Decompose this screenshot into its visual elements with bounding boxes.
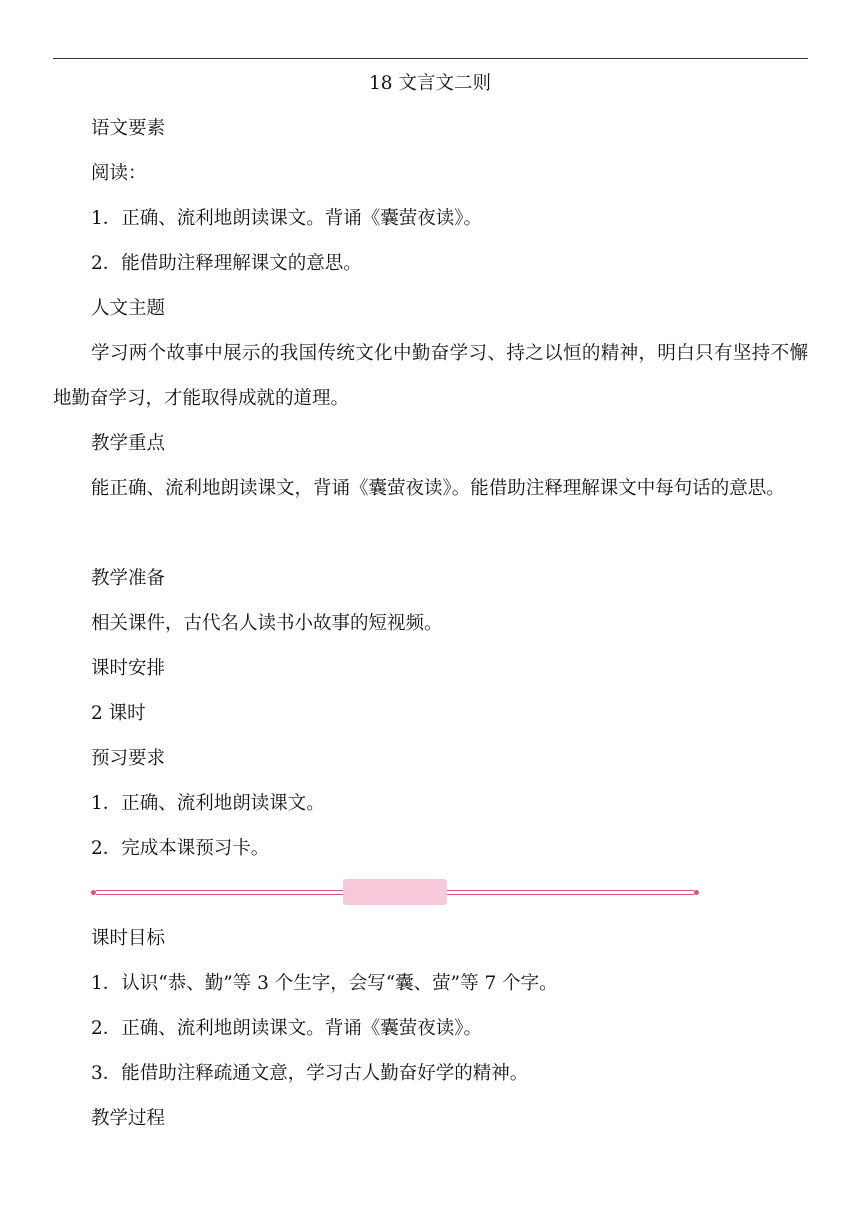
- goal-item-2: 2．正确、流利地朗读课文。背诵《囊萤夜读》。: [91, 1018, 483, 1039]
- heading-lesson-goals: 课时目标: [91, 928, 166, 949]
- heading-humanistic-theme: 人文主题: [91, 298, 166, 319]
- schedule-text: 2 课时: [91, 703, 146, 724]
- preview-item-2: 2．完成本课预习卡。: [91, 838, 270, 859]
- theme-paragraph: 学习两个故事中展示的我国传统文化中勤奋学习、持之以恒的精神，明白只有坚持不懈地勤奋学习，才能取得成就的道理。: [53, 343, 808, 409]
- divider-rule-right-top: [447, 890, 694, 891]
- heading-teaching-preparation: 教学准备: [91, 568, 166, 589]
- divider-rule-left-bottom: [96, 894, 343, 895]
- heading-schedule: 课时安排: [91, 658, 166, 679]
- first-lesson-badge: [343, 879, 447, 905]
- heading-teaching-focus: 教学重点: [91, 433, 166, 454]
- header-rule: [53, 58, 808, 59]
- preparation-text: 相关课件，古代名人读书小故事的短视频。: [91, 613, 443, 634]
- divider-rule-left-top: [96, 890, 343, 891]
- section-divider: [91, 878, 699, 906]
- reading-item-1: 1．正确、流利地朗读课文。背诵《囊萤夜读》。: [91, 208, 483, 229]
- goal-item-1: 1．认识“恭、勤”等 3 个生字，会写“囊、萤”等 7 个字。: [91, 973, 558, 994]
- heading-teaching-process: 教学过程: [91, 1108, 166, 1129]
- divider-rule-right-bottom: [447, 894, 694, 895]
- reading-label: 阅读：: [91, 163, 147, 184]
- lesson-title: 18 文言文二则: [369, 73, 491, 94]
- heading-language-elements: 语文要素: [91, 118, 166, 139]
- heading-preview-requirements: 预习要求: [91, 748, 166, 769]
- divider-dot-right: [694, 890, 699, 895]
- goal-item-3: 3．能借助注释疏通文意，学习古人勤奋好学的精神。: [91, 1063, 529, 1084]
- reading-item-2: 2．能借助注释理解课文的意思。: [91, 253, 362, 274]
- focus-paragraph: 能正确、流利地朗读课文，背诵《囊萤夜读》。能借助注释理解课文中每句话的意思。: [91, 478, 785, 499]
- preview-item-1: 1．正确、流利地朗读课文。: [91, 793, 325, 814]
